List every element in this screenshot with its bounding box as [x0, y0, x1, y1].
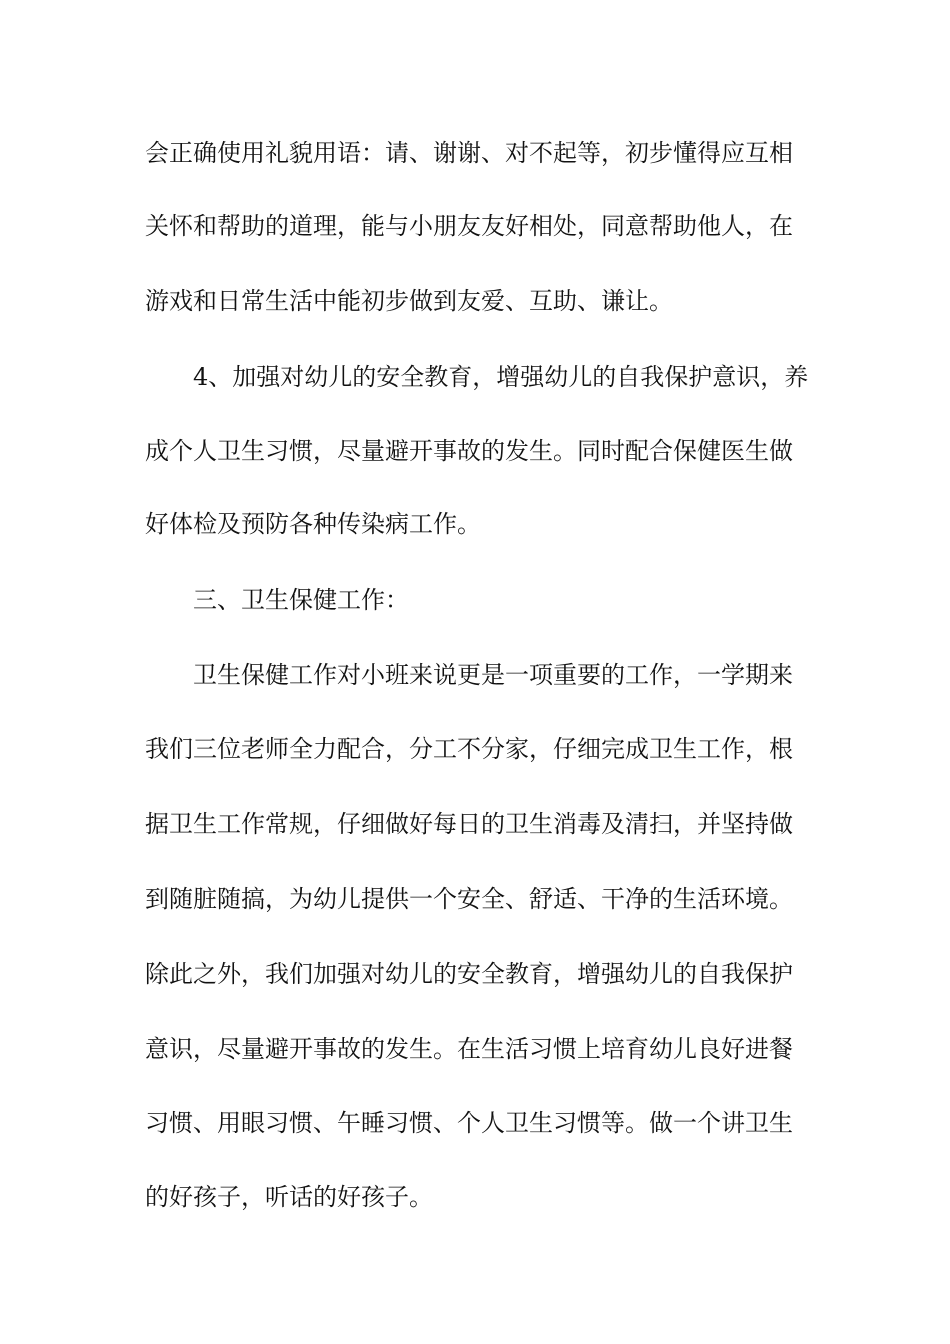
text-line: 关怀和帮助的道理，能与小朋友友好相处，同意帮助他人，在: [145, 212, 793, 240]
text-line: 会正确使用礼貌用语：请、谢谢、对不起等，初步懂得应互相: [145, 139, 793, 167]
text-line: 除此之外，我们加强对幼儿的安全教育，增强幼儿的自我保护: [145, 960, 793, 988]
text-line: 据卫生工作常规，仔细做好每日的卫生消毒及清扫，并坚持做: [145, 810, 793, 838]
text-line: 成个人卫生习惯，尽量避开事故的发生。同时配合保健医生做: [145, 437, 793, 465]
text-line: 的好孩子，听话的好孩子。: [145, 1183, 433, 1211]
text-line: 我们三位老师全力配合，分工不分家，仔细完成卫生工作，根: [145, 735, 793, 763]
text-line: 到随脏随搞，为幼儿提供一个安全、舒适、干净的生活环境。: [145, 885, 793, 913]
text-line-indented: 4、加强对幼儿的安全教育，增强幼儿的自我保护意识，养: [193, 363, 809, 391]
text-line: 好体检及预防各种传染病工作。: [145, 510, 481, 538]
text-line: 游戏和日常生活中能初步做到友爱、互助、谦让。: [145, 287, 673, 315]
text-line: 意识，尽量避开事故的发生。在生活习惯上培育幼儿良好进餐: [145, 1035, 793, 1063]
section-heading: 三、卫生保健工作：: [193, 586, 409, 614]
text-line: 习惯、用眼习惯、午睡习惯、个人卫生习惯等。做一个讲卫生: [145, 1109, 793, 1137]
text-line-indented: 卫生保健工作对小班来说更是一项重要的工作，一学期来: [193, 661, 793, 689]
